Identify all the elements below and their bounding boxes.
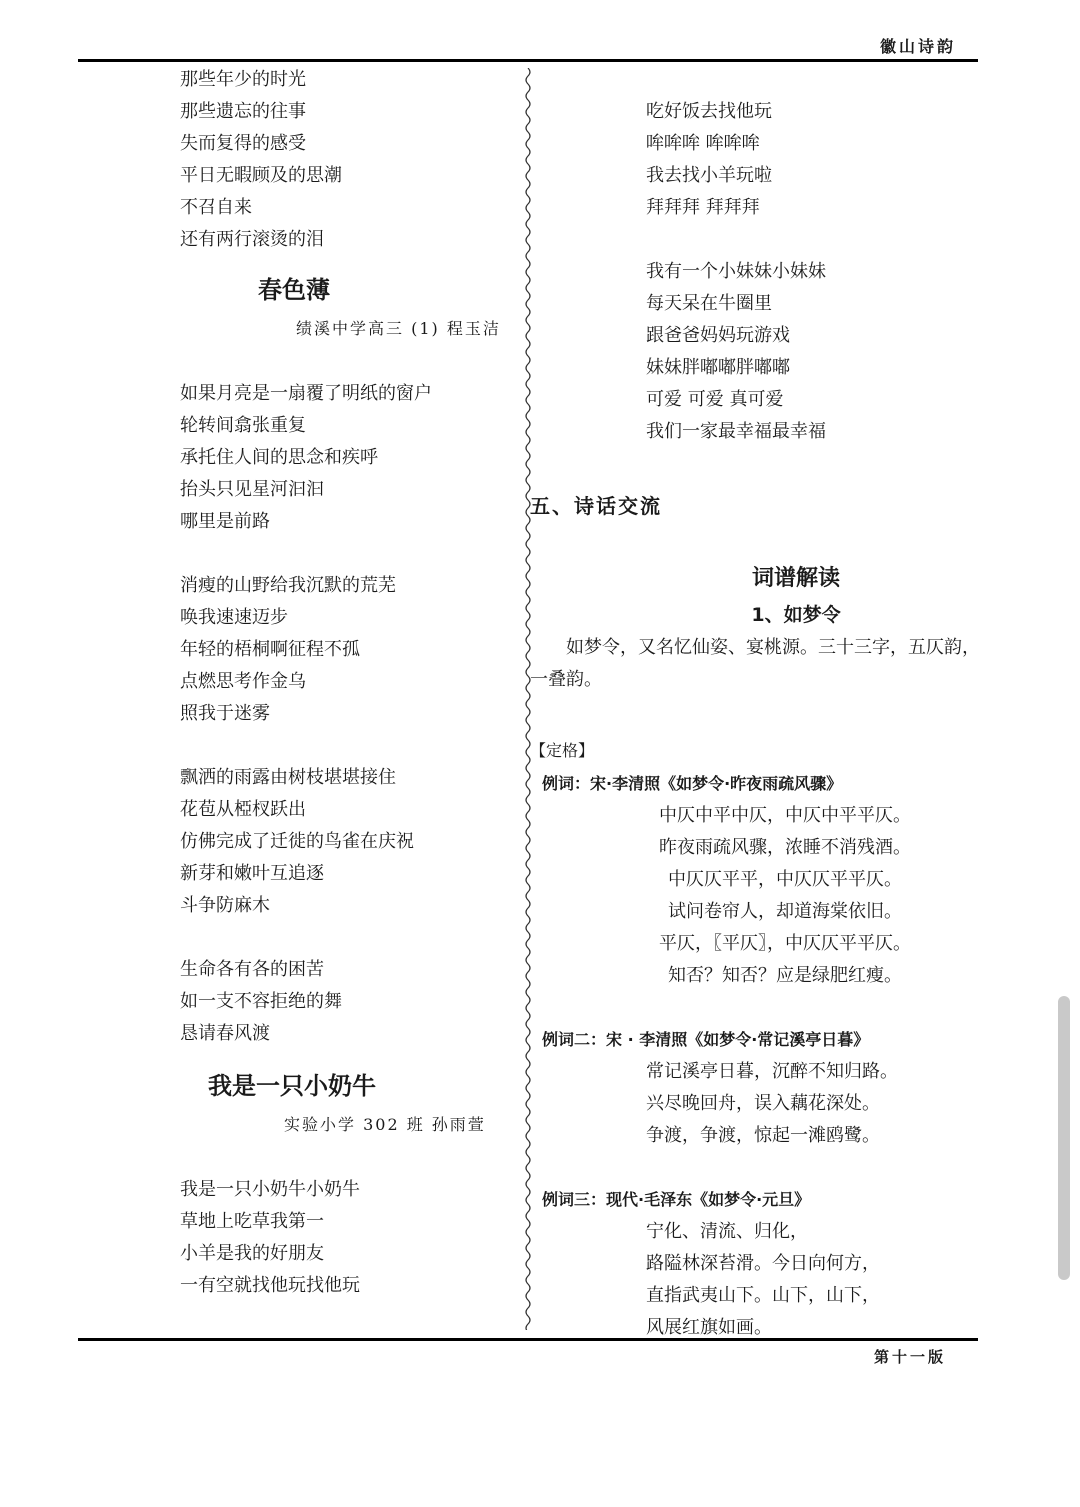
example-label: 例词：宋·李清照《如梦令·昨夜雨疏风骤》 <box>542 774 843 793</box>
poem-line: 失而复得的感受 <box>180 133 306 154</box>
poem-line: 照我于迷雾 <box>180 703 270 724</box>
poem-line: 哞哞哞 哞哞哞 <box>646 133 760 154</box>
example-line: 中仄仄平平，中仄仄平平仄。 <box>668 869 902 890</box>
poem-line: 那些年少的时光 <box>180 69 306 90</box>
poem-line: 不召自来 <box>180 197 252 218</box>
poem-line: 花苞从椏杈跃出 <box>180 799 306 820</box>
example-line: 知否？知否？应是绿肥红瘦。 <box>668 965 902 986</box>
poem-line: 可爱 可爱 真可爱 <box>646 389 784 410</box>
poem-line: 我去找小羊玩啦 <box>646 165 772 186</box>
example-line: 平仄，〖平仄〗，中仄仄平平仄。 <box>659 933 911 954</box>
poem-line: 如果月亮是一扇覆了明纸的窗户 <box>180 383 432 404</box>
poem-author: 绩溪中学高三 (1) 程玉洁 <box>296 319 501 338</box>
example-label: 例词二：宋 · 李清照《如梦令·常记溪亭日暮》 <box>542 1030 870 1049</box>
poem-line: 还有两行滚烫的泪 <box>180 229 324 250</box>
poem-author: 实验小学 302 班 孙雨萱 <box>284 1115 486 1134</box>
article-subtitle: 1、如梦令 <box>751 604 841 626</box>
stanza <box>530 256 980 448</box>
poem-line: 恳请春风渡 <box>180 1023 270 1044</box>
intro-paragraph: 如梦令，又名忆仙姿、宴桃源。三十三字，五仄韵，一叠韵。 <box>530 637 980 690</box>
left-column <box>180 64 516 1302</box>
stanza <box>180 570 516 730</box>
example-line: 昨夜雨疏风骤，浓睡不消残酒。 <box>659 837 911 858</box>
poem-line: 承托住人间的思念和疾呼 <box>180 447 378 468</box>
example-line: 试问卷帘人，却道海棠依旧。 <box>668 901 902 922</box>
poem-line: 唤我速速迈步 <box>180 607 288 628</box>
poem-line: 消瘦的山野给我沉默的荒芜 <box>180 575 396 596</box>
poem-line: 妹妹胖嘟嘟胖嘟嘟 <box>646 357 790 378</box>
example-line: 宁化、清流、归化， <box>646 1221 808 1242</box>
stanza <box>530 96 980 224</box>
example-line: 路隘林深苔滑。今日向何方， <box>646 1253 880 1274</box>
stanza <box>180 378 516 538</box>
example-line: 争渡，争渡，惊起一滩鸥鹭。 <box>646 1125 880 1146</box>
poem-line: 斗争防麻木 <box>180 895 270 916</box>
poem-line: 那些遗忘的往事 <box>180 101 306 122</box>
poem-line: 吃好饭去找他玩 <box>646 101 772 122</box>
header-rule <box>78 59 978 62</box>
example-label: 例词三：现代·毛泽东《如梦令·元旦》 <box>542 1190 811 1209</box>
poem-line: 哪里是前路 <box>180 511 270 532</box>
example-line: 常记溪亭日暮，沉醉不知归路。 <box>646 1061 898 1082</box>
poem-line: 年轻的梧桐啊征程不孤 <box>180 639 360 660</box>
example-line: 直指武夷山下。山下，山下， <box>646 1285 880 1306</box>
poem-line: 小羊是我的好朋友 <box>180 1243 324 1264</box>
page-header-title: 徽山诗韵 <box>879 37 956 56</box>
poem-line: 一有空就找他玩找他玩 <box>180 1275 360 1296</box>
format-tag: 【定格】 <box>530 741 595 760</box>
poem-line: 点燃思考作金乌 <box>180 671 306 692</box>
poem-line: 生命各有各的困苦 <box>180 959 324 980</box>
poem-line: 仿佛完成了迁徙的鸟雀在庆祝 <box>180 831 414 852</box>
poem-title: 春色薄 <box>258 276 330 304</box>
example-line: 风展红旗如画。 <box>646 1317 772 1338</box>
intro-poem-lines <box>180 64 516 256</box>
article-title: 词谱解读 <box>751 566 840 591</box>
poem-line: 我是一只小奶牛小奶牛 <box>180 1179 360 1200</box>
poem-line: 抬头只见星河汩汩 <box>180 479 324 500</box>
example-line: 中仄中平中仄，中仄中平平仄。 <box>659 805 911 826</box>
poem-line: 飘洒的雨露由树枝堪堪接住 <box>180 767 396 788</box>
vertical-scrollbar[interactable] <box>1058 996 1070 1280</box>
poem-line: 新芽和嫩叶互追逐 <box>180 863 324 884</box>
poem-line: 草地上吃草我第一 <box>180 1211 324 1232</box>
stanza <box>180 762 516 922</box>
poem-line: 每天呆在牛圈里 <box>646 293 772 314</box>
section-heading: 五、诗话交流 <box>530 494 662 518</box>
poem-line: 我有一个小妹妹小妹妹 <box>646 261 826 282</box>
poem-line: 平日无暇顾及的思潮 <box>180 165 342 186</box>
footer-rule <box>78 1338 978 1341</box>
poem-title: 我是一只小奶牛 <box>208 1072 376 1100</box>
poem-line: 拜拜拜 拜拜拜 <box>646 197 760 218</box>
poem-line: 我们一家最幸福最幸福 <box>646 421 826 442</box>
page-number: 第十一版 <box>873 1348 946 1366</box>
poem-line: 跟爸爸妈妈玩游戏 <box>646 325 790 346</box>
example-line: 兴尽晚回舟，误入藕花深处。 <box>646 1093 880 1114</box>
poem-line: 轮转间翕张重复 <box>180 415 306 436</box>
stanza <box>180 1174 516 1302</box>
poem-line: 如一支不容拒绝的舞 <box>180 991 342 1012</box>
right-column <box>530 64 980 1344</box>
stanza <box>180 954 516 1050</box>
